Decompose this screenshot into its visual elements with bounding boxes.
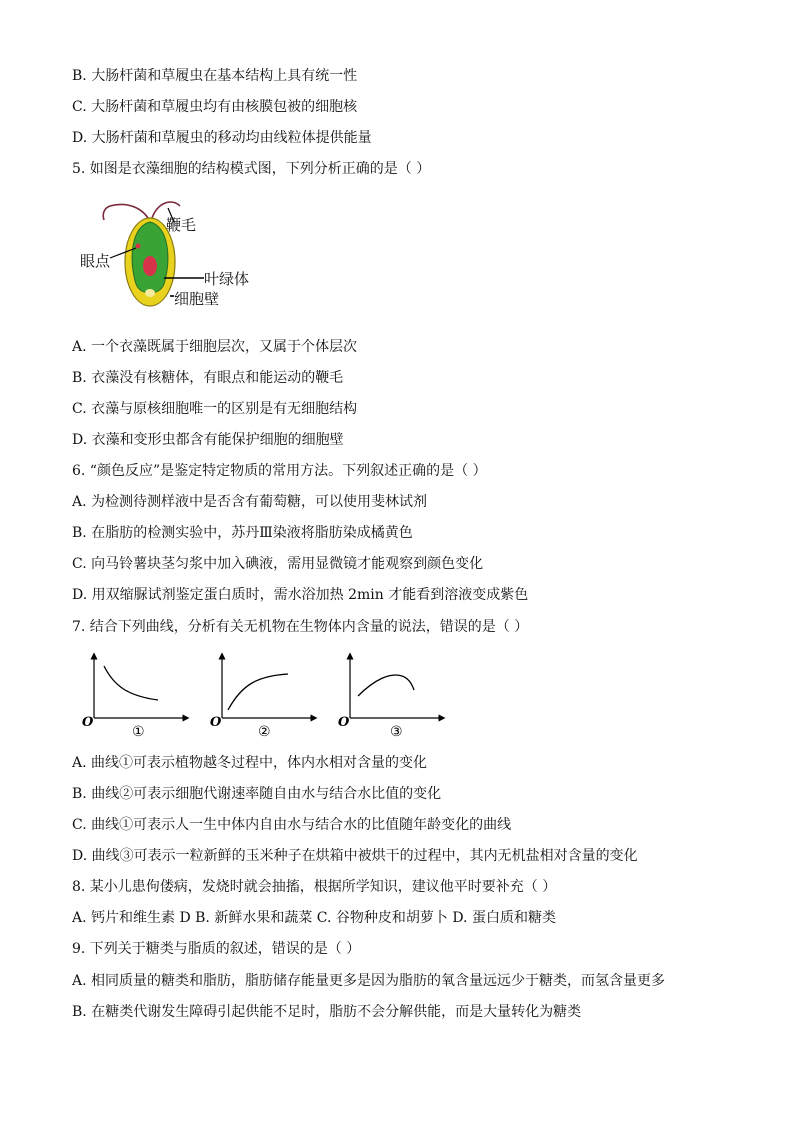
option-9a: A. 相同质量的糖类和脂肪，脂肪储存能量更多是因为脂肪的氧含量远远少于糖类，而氢含量更多 bbox=[72, 973, 666, 989]
question-8: 8. 某小儿患佝偻病，发烧时就会抽搐，根据所学知识，建议他平时要补充（ ） bbox=[72, 879, 557, 895]
flagellum-left bbox=[103, 205, 148, 221]
origin-label-2: O bbox=[210, 715, 222, 730]
option-5a: A. 一个衣藻既属于细胞层次，又属于个体层次 bbox=[72, 339, 358, 355]
curve-3-line bbox=[358, 675, 414, 696]
option-5d: D. 衣藻和变形虫都含有能保护细胞的细胞壁 bbox=[72, 432, 344, 448]
options-8: A. 钙片和维生素 D B. 新鲜水果和蔬菜 C. 谷物种皮和胡萝卜 D. 蛋白质和糖类 bbox=[72, 910, 556, 926]
option-5c: C. 衣藻与原核细胞唯一的区别是有无细胞结构 bbox=[72, 401, 358, 417]
option-6d: D. 用双缩脲试剂鉴定蛋白质时，需水浴加热 2min 才能看到溶液变成紫色 bbox=[72, 587, 529, 603]
curve-graph-3 bbox=[338, 656, 442, 740]
option-4d: D. 大肠杆菌和草履虫的移动均由线粒体提供能量 bbox=[72, 130, 372, 146]
curve-1-line bbox=[104, 666, 158, 700]
option-6c: C. 向马铃薯块茎匀浆中加入碘液，需用显微镜才能观察到颜色变化 bbox=[72, 556, 484, 572]
curve-graph-1 bbox=[82, 656, 186, 740]
question-7: 7. 结合下列曲线，分析有关无机物在生物体内含量的说法，错误的是（ ） bbox=[72, 619, 529, 635]
curve-label-1: ① bbox=[132, 724, 145, 740]
option-7a: A. 曲线①可表示植物越冬过程中，体内水相对含量的变化 bbox=[72, 755, 428, 771]
eyespot-label: 眼点 bbox=[80, 252, 111, 270]
curves-diagram bbox=[78, 652, 458, 742]
option-7c: C. 曲线①可表示人一生中体内自由水与结合水的比值随年龄变化的曲线 bbox=[72, 817, 512, 833]
chloroplast-label: 叶绿体 bbox=[204, 270, 250, 288]
question-9: 9. 下列关于糖类与脂质的叙述，错误的是（ ） bbox=[72, 941, 361, 957]
origin-label-3: O bbox=[338, 715, 350, 730]
option-7d: D. 曲线③可表示一粒新鲜的玉米种子在烘箱中被烘干的过程中，其内无机盐相对含量的变化 bbox=[72, 848, 638, 864]
option-4b: B. 大肠杆菌和草履虫在基本结构上具有统一性 bbox=[72, 68, 358, 84]
curves-figure bbox=[78, 652, 458, 742]
question-5: 5. 如图是衣藻细胞的结构模式图，下列分析正确的是（ ） bbox=[72, 161, 431, 177]
cellwall-label: 细胞壁 bbox=[174, 290, 220, 308]
option-9b: B. 在糖类代谢发生障碍引起供能不足时，脂肪不会分解供能，而是大量转化为糖类 bbox=[72, 1004, 582, 1020]
option-5b: B. 衣藻没有核糖体，有眼点和能运动的鞭毛 bbox=[72, 370, 344, 386]
question-6: 6. “颜色反应”是鉴定特定物质的常用方法。下列叙述正确的是（ ） bbox=[72, 463, 487, 479]
curve-label-3: ③ bbox=[390, 724, 403, 740]
curve-label-2: ② bbox=[258, 724, 271, 740]
curve-2-line bbox=[228, 674, 288, 710]
option-6b: B. 在脂肪的检测实验中，苏丹Ⅲ染液将脂肪染成橘黄色 bbox=[72, 525, 413, 541]
origin-label-1: O bbox=[82, 715, 94, 730]
eyespot-shape bbox=[136, 244, 141, 249]
nucleus-shape bbox=[143, 256, 157, 276]
pyrenoid-shape bbox=[145, 289, 155, 297]
curve-graph-2 bbox=[210, 656, 314, 740]
chlamydomonas-figure bbox=[80, 196, 270, 311]
option-6a: A. 为检测待测样液中是否含有葡萄糖，可以使用斐林试剂 bbox=[72, 494, 428, 510]
flagellum-label: 鞭毛 bbox=[166, 216, 197, 234]
option-4c: C. 大肠杆菌和草履虫均有由核膜包被的细胞核 bbox=[72, 99, 358, 115]
option-7b: B. 曲线②可表示细胞代谢速率随自由水与结合水比值的变化 bbox=[72, 786, 442, 802]
